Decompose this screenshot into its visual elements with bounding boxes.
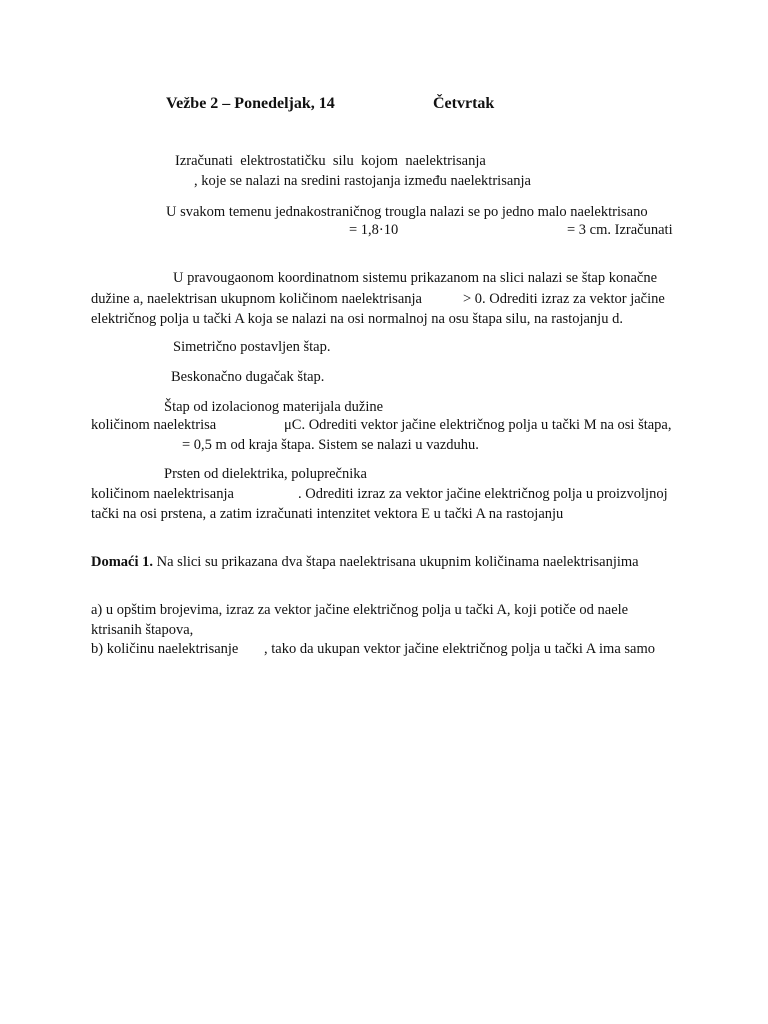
task3-line2b: > 0. Odrediti izraz za vektor jačine (463, 291, 665, 307)
homework-b-line1a: b) količinu naelektrisanje (91, 641, 239, 657)
task2-line1: U svakom temenu jednakostraničnog trougla nalazi se po jedno malo naelektrisano (166, 204, 648, 220)
task2-line2b: = 3 cm. Izračunati (567, 222, 673, 238)
task3-line1: U pravougaonom koordinatnom sistemu prikazanom na slici nalazi se štap konačne (173, 270, 658, 286)
homework-intro-line (91, 553, 639, 571)
task4-line1: Štap od izolacionog materijala dužine (164, 399, 384, 415)
task3-item-b: Beskonačno dugačak štap. (171, 369, 325, 385)
task4-line2b: μC. Odrediti vektor jačine električnog polja u tački M na osi štapa, (284, 417, 672, 433)
task4-line3: = 0,5 m od kraja štapa. Sistem se nalazi u vazduhu. (182, 437, 479, 453)
task2-line2a: = 1,8·10 (349, 222, 399, 238)
homework-intro: Na slici su prikazana dva štapa naelektrisana ukupnim količinama naelektrisanjima (156, 554, 639, 570)
task3-item-a: Simetrično postavljen štap. (173, 339, 331, 355)
header-title: Vežbe 2 – Ponedeljak, 14 (166, 95, 335, 112)
homework-a-line2: ktrisanih štapova, (91, 622, 194, 638)
task5-line1: Prsten od dielektrika, poluprečnika (164, 466, 367, 482)
task1-line2: , koje se nalazi na sredini rastojanja između naelektrisanja (194, 173, 531, 189)
homework-a-line1: a) u opštim brojevima, izraz za vektor jačine električnog polja u tački A, koji potiče od naele (91, 602, 629, 618)
task5-line3: tački na osi prstena, a zatim izračunati intenzitet vektora E u tački A na rastojanju (91, 506, 564, 522)
task3-line2a: dužine a, naelektrisan ukupnom količinom naelektrisanja (91, 291, 422, 307)
homework-label: Domaći 1. (91, 554, 154, 570)
task5-line2a: količinom naelektrisanja (91, 486, 234, 502)
homework-b-line1b: , tako da ukupan vektor jačine električnog polja u tački A ima samo (264, 641, 655, 657)
task1-line1: Izračunati elektrostatičku silu kojom naelektrisanja (175, 153, 486, 169)
task4-line2a: količinom naelektrisa (91, 417, 217, 433)
header-day: Četvrtak (433, 95, 495, 112)
task5-line2b: . Odrediti izraz za vektor jačine električnog polja u proizvoljnoj (298, 486, 668, 502)
task3-line3: električnog polja u tački A koja se nalazi na osi normalnoj na osu štapa silu, na rastojanju d. (91, 311, 623, 327)
